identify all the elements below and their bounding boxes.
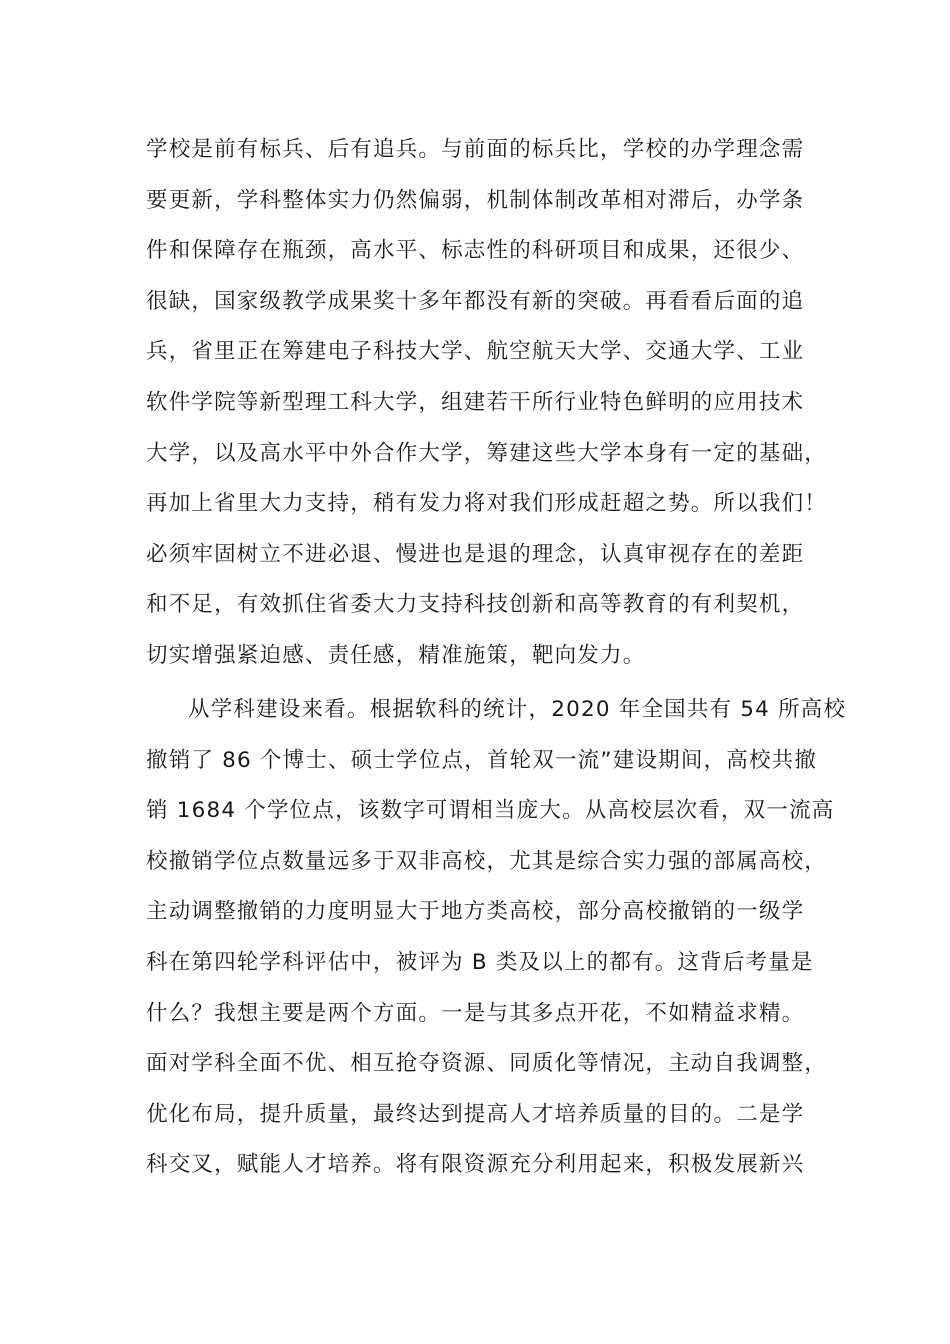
text-line: 要更新，学科整体实力仍然偏弱，机制体制改革相对滞后，办学条	[146, 187, 805, 213]
text-line: 件和保障存在瓶颈，高水平、标志性的科研项目和成果，还很少、	[146, 238, 805, 264]
text-line: 主动调整撤销的力度明显大于地方类高校，部分高校撤销的一级学	[146, 899, 805, 925]
text-line: 大学，以及高水平中外合作大学，筹建这些大学本身有一定的基础，	[146, 440, 828, 466]
text-line: 切实增强紧迫感、责任感，精准施策，靶向发力。	[146, 643, 646, 668]
text-line: 校撤销学位点数量远多于双非高校，尤其是综合实力强的部属高校，	[146, 848, 828, 874]
text-line: 科在第四轮学科评估中，被评为 B 类及以上的都有。这背后考量是	[146, 950, 814, 975]
text-line: 兵，省里正在筹建电子科技大学、航空航天大学、交通大学、工业	[146, 339, 805, 365]
text-line: 软件学院等新型理工科大学，组建若干所行业特色鲜明的应用技术	[146, 390, 805, 415]
text-line: 撤销了 86 个博士、硕士学位点，首轮双一流”建设期间，高校共撤	[146, 747, 818, 773]
text-line: 再加上省里大力支持，稍有发力将对我们形成赶超之势。所以我们！	[146, 491, 828, 517]
text-line: 学校是前有标兵、后有追兵。与前面的标兵比，学校的办学理念需	[146, 137, 805, 162]
text-line: 销 1684 个学位点，该数字可谓相当庞大。从高校层次看，双一流高	[146, 798, 835, 824]
text-line: 优化布局，提升质量，最终达到提高人才培养质量的目的。二是学	[146, 1101, 805, 1127]
text-line: 面对学科全面不优、相互抢夺资源、同质化等情况，主动自我调整，	[146, 1051, 828, 1077]
text-line: 从学科建设来看。根据软科的统计，2020 年全国共有 54 所高校	[188, 697, 847, 722]
text-line: 和不足，有效抓住省委大力支持科技创新和高等教育的有利契机，	[146, 592, 805, 618]
text-line: 什么？我想主要是两个方面。一是与其多点开花，不如精益求精。	[146, 1000, 805, 1026]
text-line: 很缺，国家级教学成果奖十多年都没有新的突破。再看看后面的追	[146, 288, 805, 314]
text-line: 科交叉，赋能人才培养。将有限资源充分利用起来，积极发展新兴	[146, 1152, 805, 1178]
text-line: 必须牢固树立不进必退、慢进也是退的理念，认真审视存在的差距	[146, 541, 805, 567]
